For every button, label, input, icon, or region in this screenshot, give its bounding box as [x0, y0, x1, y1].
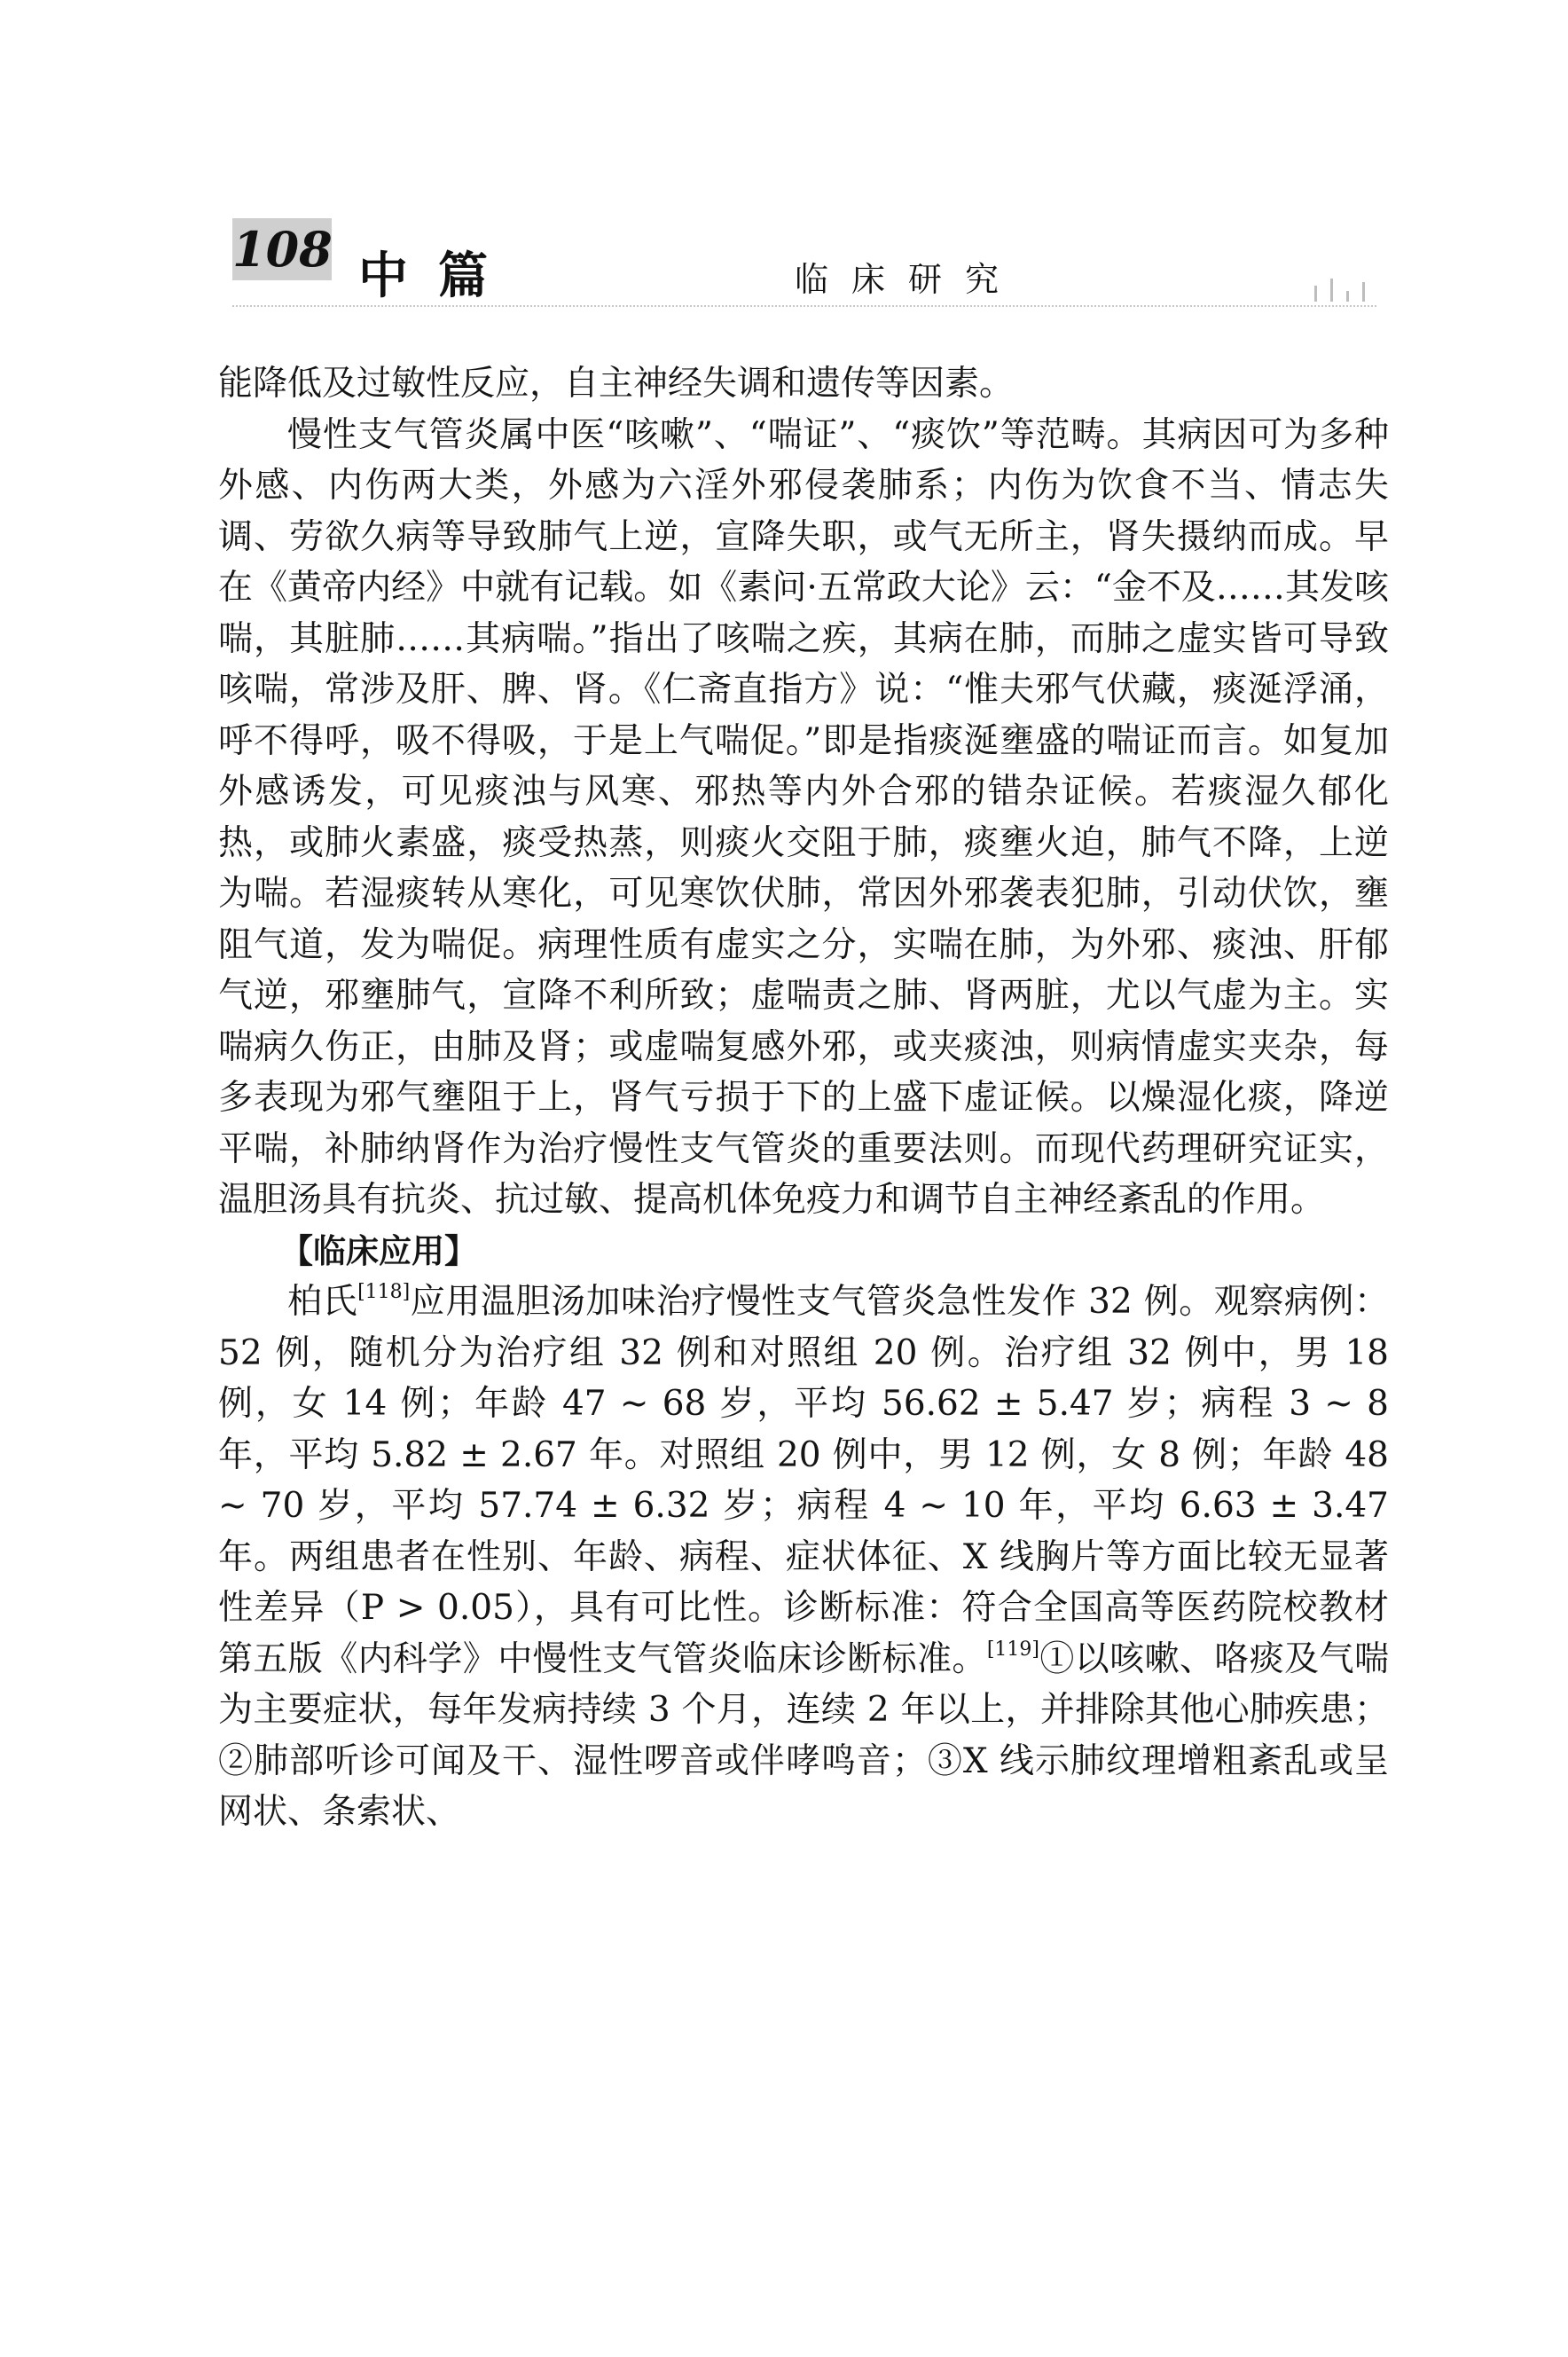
subheading: 【临床应用】	[280, 1231, 477, 1270]
paragraph-1: 能降低及过敏性反应，自主神经失调和遗传等因素。	[218, 364, 1015, 404]
header-ornament-icon	[1311, 279, 1373, 302]
part-title: 中篇	[358, 247, 518, 305]
citation-118: [118]	[357, 1281, 411, 1303]
page-number: 108	[232, 218, 332, 280]
paragraph-3-part-a: 柏氏	[287, 1282, 358, 1322]
body-text	[218, 358, 1389, 1838]
paragraph-3-part-b: 应用温胆汤加味治疗慢性支气管炎急性发作 32 例。观察病例：52 例，随机分为治疗组 32 例和对照组 20 例。治疗组 32 例中，男 18 例，女 14 例；年龄 47 ~ 68 岁，平均 56.62 ± 5.47 岁；病程 3 ~ 8 年，平均 5.82 ± 2.67 年。对照组 20 例中，男 12 例，女 8 例；年龄 48 ~ 70 岁，平均 57.74 ± 6.32 岁；病程 4 ~ 10 年，平均 6.63 ± 3.47 年。两组患者在性别、年龄、病程、症状体征、X 线胸片等方面比较无显著性差异（P > 0.05），具有可比性。诊断标准：符合全国高等医药院校教材第五版《内科学》中慢性支气管炎临床诊断标准。	[218, 1282, 1389, 1679]
paragraph-2: 慢性支气管炎属中医“咳嗽”、“喘证”、“痰饮”等范畴。其病因可为多种外感、内伤两大类，外感为六淫外邪侵袭肺系；内伤为饮食不当、情志失调、劳欲久病等导致肺气上逆，宣降失职，或气无所主，肾失摄纳而成。早在《黄帝内经》中就有记载。如《素问·五常政大论》云：“金不及……其发咳喘，其脏肺……其病喘。”指出了咳喘之疾，其病在肺，而肺之虚实皆可导致咳喘，常涉及肝、脾、肾。《仁斋直指方》说：“惟夫邪气伏藏，痰涎浮涌，呼不得呼，吸不得吸，于是上气喘促。”即是指痰涎壅盛的喘证而言。如复加外感诱发，可见痰浊与风寒、邪热等内外合邪的错杂证候。若痰湿久郁化热，或肺火素盛，痰受热蒸，则痰火交阻于肺，痰壅火迫，肺气不降，上逆为喘。若湿痰转从寒化，可见寒饮伏肺，常因外邪袭表犯肺，引动伏饮，壅阻气道，发为喘促。病理性质有虚实之分，实喘在肺，为外邪、痰浊、肝郁气逆，邪壅肺气，宣降不利所致；虚喘责之肺、肾两脏，尤以气虚为主。实喘病久伤正，由肺及肾；或虚喘复感外邪，或夹痰浊，则病情虚实夹杂，每多表现为邪气壅阻于上，肾气亏损于下的上盛下虚证候。以燥湿化痰，降逆平喘，补肺纳肾作为治疗慢性支气管炎的重要法则。而现代药理研究证实，温胆汤具有抗炎、抗过敏、提高机体免疫力和调节自主神经紊乱的作用。	[218, 414, 1389, 1220]
header-rule	[232, 305, 1376, 307]
citation-119: [119]	[986, 1638, 1039, 1661]
paragraph-3-part-c: ①以咳嗽、咯痰及气喘为主要症状，每年发病持续 3 个月，连续 2 年以上，并排除其他心肺疾患；②肺部听诊可闻及干、湿性啰音或伴哮鸣音；③X 线示肺纹理增粗紊乱或呈网状、条索状、	[218, 1638, 1389, 1832]
page-header	[0, 213, 1568, 319]
section-title: 临床研究	[795, 260, 1023, 299]
paragraph-3	[218, 1277, 1389, 1838]
